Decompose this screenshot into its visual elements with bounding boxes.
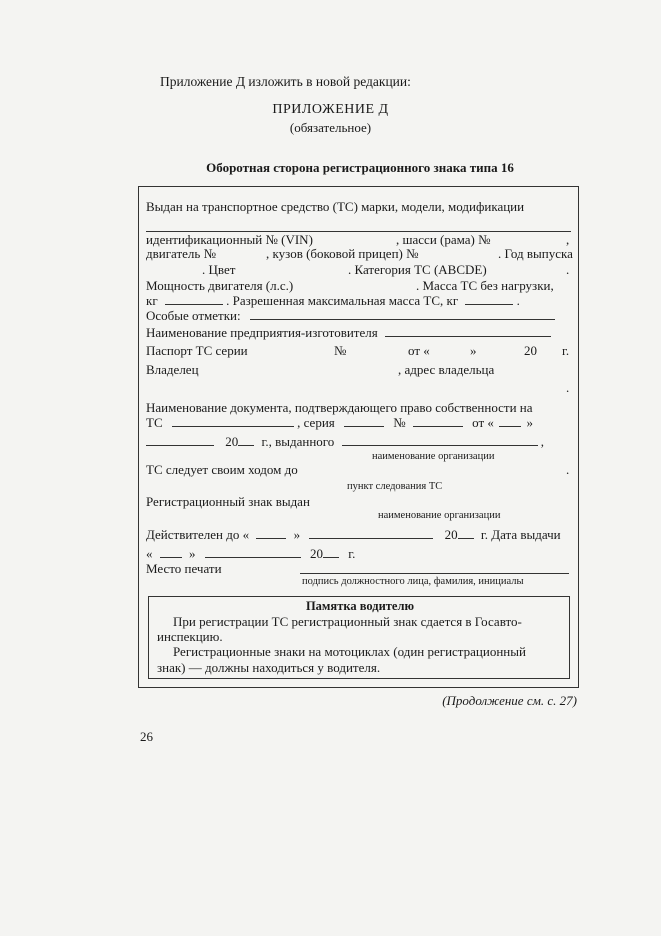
form-line-tc-series bbox=[146, 415, 571, 431]
form-line-mass bbox=[146, 293, 571, 309]
doc-day-blank bbox=[499, 416, 521, 427]
mass-blank bbox=[165, 294, 223, 305]
memo-line-1: При регистрации ТС регистрационный знак сдается в Госавто- bbox=[173, 614, 522, 629]
series-blank bbox=[344, 416, 384, 427]
manufacturer-label: Наименование предприятия-изготовителя bbox=[146, 325, 378, 340]
form-title: Оборотная сторона регистрационного знака типа 16 bbox=[206, 160, 514, 175]
max-mass-period: . bbox=[516, 293, 520, 308]
issued-by-label: г., выданного bbox=[261, 434, 335, 449]
issue-g: г. bbox=[348, 546, 356, 561]
memo-line-3: Регистрационные знаки на мотоциклах (один регистрационный bbox=[173, 644, 526, 659]
passport-close-quote: » bbox=[470, 343, 477, 358]
manufacturer-blank bbox=[385, 326, 551, 337]
address-period: . bbox=[566, 380, 570, 395]
plate-issued-label: Регистрационный знак выдан bbox=[146, 494, 310, 509]
issue-close-quote: » bbox=[189, 546, 196, 561]
valid-day-blank bbox=[256, 528, 286, 539]
max-mass-blank bbox=[465, 294, 513, 305]
form-line-passport bbox=[146, 343, 571, 359]
memo-line-4: знак) — должны находиться у водителя. bbox=[157, 660, 381, 675]
page-number: 26 bbox=[140, 729, 153, 744]
passport-label: Паспорт ТС серии bbox=[146, 343, 248, 358]
chassis-label: , шасси (рама) № bbox=[396, 232, 491, 247]
issue-year: 20 bbox=[310, 546, 323, 561]
intro-text: Приложение Д изложить в новой редакции: bbox=[160, 74, 411, 89]
form-line-owner bbox=[146, 362, 571, 378]
series-label: , серия bbox=[297, 415, 335, 430]
special-blank bbox=[250, 309, 555, 320]
valid-year-blank bbox=[458, 528, 474, 539]
signature-caption: подпись должностного лица, фамилия, инициалы bbox=[302, 576, 524, 587]
color-label: . Цвет bbox=[202, 262, 236, 277]
valid-month-blank bbox=[309, 528, 433, 539]
kg-label: кг bbox=[146, 293, 158, 308]
owner-address-label: , адрес владельца bbox=[398, 362, 495, 377]
form-line-stamp bbox=[146, 561, 222, 577]
engine-label: двигатель № bbox=[146, 246, 216, 261]
org-caption-2: наименование организации bbox=[378, 510, 501, 521]
power-label: Мощность двигателя (л.с.) bbox=[146, 278, 294, 293]
doc-year-blank bbox=[238, 435, 254, 446]
model-blank bbox=[146, 221, 571, 232]
form-line-issue-date bbox=[146, 546, 355, 562]
issue-open-quote: « bbox=[146, 546, 153, 561]
form-line-engine bbox=[146, 246, 571, 262]
appendix-subtitle: (обязательное) bbox=[289, 120, 372, 135]
stamp-label: Место печати bbox=[146, 561, 222, 576]
valid-year: 20 bbox=[444, 527, 458, 542]
mass-unloaded-label: . Масса ТС без нагрузки, bbox=[416, 278, 554, 293]
appendix-title: ПРИЛОЖЕНИЕ Д bbox=[272, 102, 389, 117]
doc-year: 20 bbox=[225, 434, 239, 449]
form-line-plate-issued bbox=[146, 494, 310, 510]
driver-memo-box bbox=[148, 596, 570, 679]
issue-year-blank bbox=[323, 547, 339, 558]
destination-caption: пункт следования ТС bbox=[347, 481, 443, 492]
vin-label: идентификационный № (VIN) bbox=[146, 232, 313, 247]
doc-no-blank bbox=[413, 416, 463, 427]
doc-blank bbox=[172, 416, 294, 427]
issued-to-label: Выдан на транспортное средство (ТС) марки, модели, модификации bbox=[146, 199, 525, 214]
memo-line-2: инспекцию. bbox=[157, 629, 223, 644]
doc-month-blank bbox=[146, 435, 214, 446]
form-line-issued-by bbox=[146, 434, 544, 450]
form-line-own-move bbox=[146, 462, 571, 478]
signature-blank bbox=[300, 563, 569, 574]
tc-label: ТС bbox=[146, 415, 163, 430]
doc-from-label: от « bbox=[472, 415, 494, 430]
own-move-period: . bbox=[566, 462, 570, 477]
owner-label: Владелец bbox=[146, 362, 199, 377]
issue-day-blank bbox=[160, 547, 182, 558]
passport-year-suffix: г. bbox=[562, 343, 570, 358]
form-line-power bbox=[146, 278, 571, 294]
category-period: . bbox=[566, 262, 570, 277]
vin-comma: , bbox=[566, 232, 570, 247]
form-line-special bbox=[146, 308, 555, 324]
form-line-valid bbox=[146, 527, 561, 543]
memo-title: Памятка водителю bbox=[305, 599, 415, 613]
issue-date-label: г. Дата выдачи bbox=[480, 527, 561, 542]
form-line-manufacturer bbox=[146, 325, 551, 341]
body-label: , кузов (боковой прицеп) № bbox=[266, 246, 419, 261]
doc-no-label: № bbox=[393, 415, 406, 430]
year-label: . Год выпуска bbox=[498, 246, 573, 261]
continuation-note: (Продолжение см. с. 27) bbox=[442, 693, 577, 708]
special-label: Особые отметки: bbox=[146, 308, 241, 323]
category-label: . Категория ТС (ABCDE) bbox=[348, 262, 487, 277]
valid-close-quote: » bbox=[293, 527, 301, 542]
issued-by-blank bbox=[342, 435, 538, 446]
form-line-issued bbox=[146, 199, 571, 215]
passport-from: от « bbox=[408, 343, 430, 358]
form-line-ownership bbox=[146, 400, 533, 416]
valid-until-label: Действителен до « bbox=[146, 527, 250, 542]
passport-no: № bbox=[334, 343, 347, 358]
ownership-doc-label: Наименование документа, подтверждающего право собственности на bbox=[146, 400, 533, 415]
passport-year: 20 bbox=[524, 343, 537, 358]
doc-close-quote: » bbox=[526, 415, 533, 430]
max-mass-label: . Разрешенная максимальная масса ТС, кг bbox=[226, 293, 459, 308]
org-caption: наименование организации bbox=[372, 451, 495, 462]
issued-by-comma: , bbox=[540, 434, 545, 449]
own-move-label: ТС следует своим ходом до bbox=[146, 462, 298, 477]
issue-month-blank bbox=[205, 547, 301, 558]
